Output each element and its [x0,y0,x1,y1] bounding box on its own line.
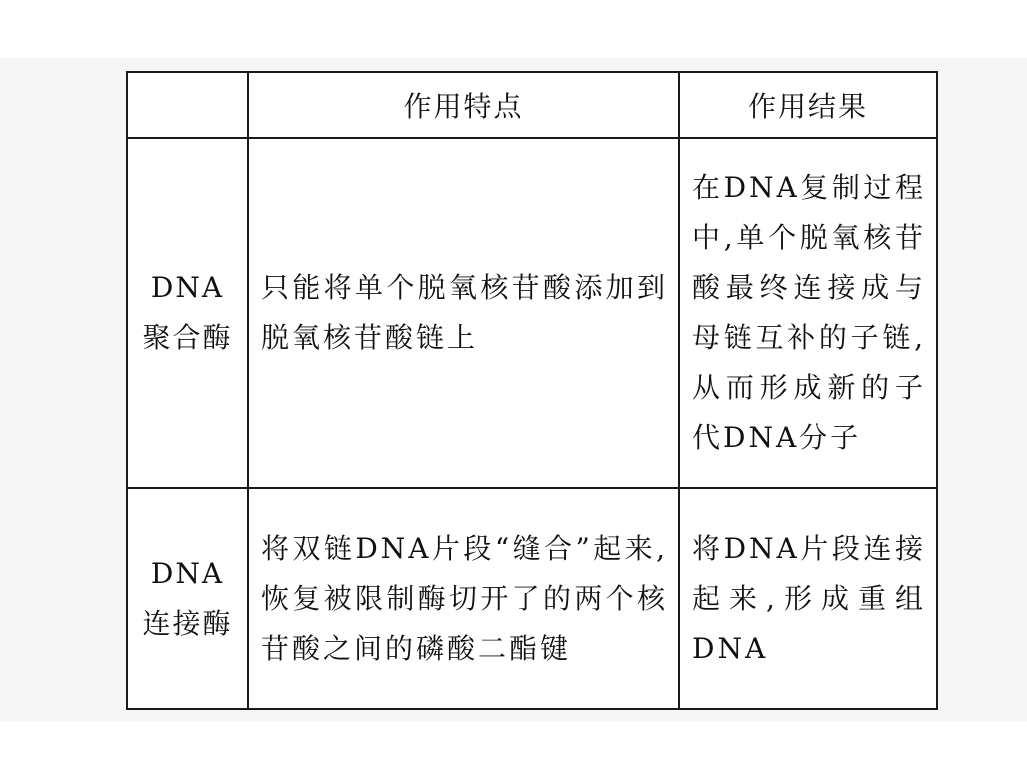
enzyme-comparison-table [126,71,938,710]
header-result: 作用结果 [679,72,937,138]
header-empty-cell [127,72,248,138]
enzyme-name-line1: DNA [150,556,225,590]
enzyme-name-line1: DNA [150,271,225,304]
table-row-dna-ligase [127,488,937,709]
feature-cell: 将双链DNA片段“缝合”起来,恢复被限制酶切开了的两个核苷酸之间的磷酸二酯键 [248,488,679,709]
enzyme-name-line2: 连接酶 [142,606,233,640]
header-feature: 作用特点 [248,72,679,138]
enzyme-name-line2: 聚合酶 [142,321,233,354]
result-cell: 将DNA片段连接起来,形成重组DNA [679,488,937,709]
enzyme-name-cell [127,488,248,709]
table-row-dna-polymerase [127,138,937,488]
table-header-row [127,72,937,138]
enzyme-name-cell [127,138,248,488]
result-cell: 在DNA复制过程中,单个脱氧核苷酸最终连接成与母链互补的子链,从而形成新的子代DNA分子 [679,138,937,488]
feature-cell: 只能将单个脱氧核苷酸添加到脱氧核苷酸链上 [248,138,679,488]
